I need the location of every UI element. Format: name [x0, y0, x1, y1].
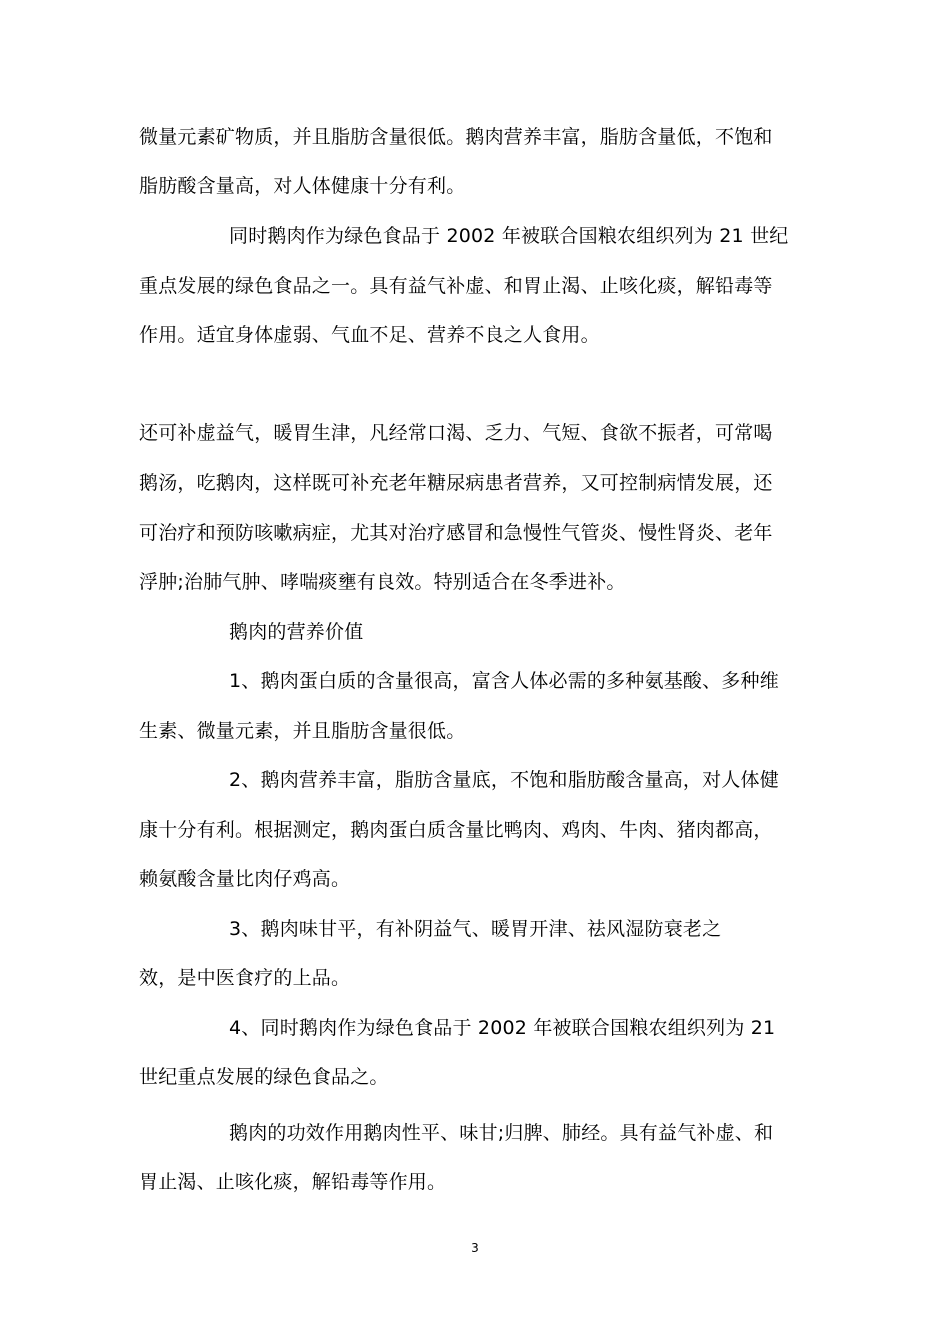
text-line: 4、同时鹅肉作为绿色食品于 2002 年被联合国粮农组织列为 21: [229, 1017, 776, 1039]
text-line: 还可补虚益气，暖胃生津，凡经常口渴、乏力、气短、食欲不振者，可常喝: [139, 422, 773, 444]
text-line: 生素、微量元素，并且脂肪含量很低。: [139, 720, 466, 742]
page-number: 3: [471, 1241, 479, 1255]
text-line: 胃止渴、止咳化痰，解铅毒等作用。: [139, 1171, 447, 1193]
text-line: 世纪重点发展的绿色食品之。: [139, 1066, 389, 1088]
text-line: 可治疗和预防咳嗽病症，尤其对治疗感冒和急慢性气管炎、慢性肾炎、老年: [139, 522, 773, 544]
text-line: 3、鹅肉味甘平，有补阴益气、暖胃开津、祛风湿防衰老之: [229, 918, 722, 940]
text-line: 赖氨酸含量比肉仔鸡高。: [139, 868, 351, 890]
text-line: 脂肪酸含量高，对人体健康十分有利。: [139, 175, 466, 197]
text-line: 1、鹅肉蛋白质的含量很高，富含人体必需的多种氨基酸、多种维: [229, 670, 779, 692]
text-line: 微量元素矿物质，并且脂肪含量很低。鹅肉营养丰富，脂肪含量低，不饱和: [139, 126, 773, 148]
text-line: 鹅汤，吃鹅肉，这样既可补充老年糖尿病患者营养，又可控制病情发展，还: [139, 472, 773, 494]
text-line: 康十分有利。根据测定，鹅肉蛋白质含量比鸭肉、鸡肉、牛肉、猪肉都高，: [139, 819, 773, 841]
section-heading: 鹅肉的营养价值: [229, 621, 364, 643]
text-line: 浮肿;治肺气肿、哮喘痰壅有良效。特别适合在冬季进补。: [139, 571, 626, 593]
text-line: 鹅肉的功效作用鹅肉性平、味甘;归脾、肺经。具有益气补虚、和: [229, 1122, 774, 1144]
text-line: 同时鹅肉作为绿色食品于 2002 年被联合国粮农组织列为 21 世纪: [229, 225, 789, 247]
text-line: 效，是中医食疗的上品。: [139, 967, 351, 989]
text-line: 重点发展的绿色食品之一。具有益气补虚、和胃止渴、止咳化痰，解铅毒等: [139, 275, 773, 297]
text-line: 2、鹅肉营养丰富，脂肪含量底，不饱和脂肪酸含量高，对人体健: [229, 769, 779, 791]
text-line: 作用。适宜身体虚弱、气血不足、营养不良之人食用。: [139, 324, 600, 346]
